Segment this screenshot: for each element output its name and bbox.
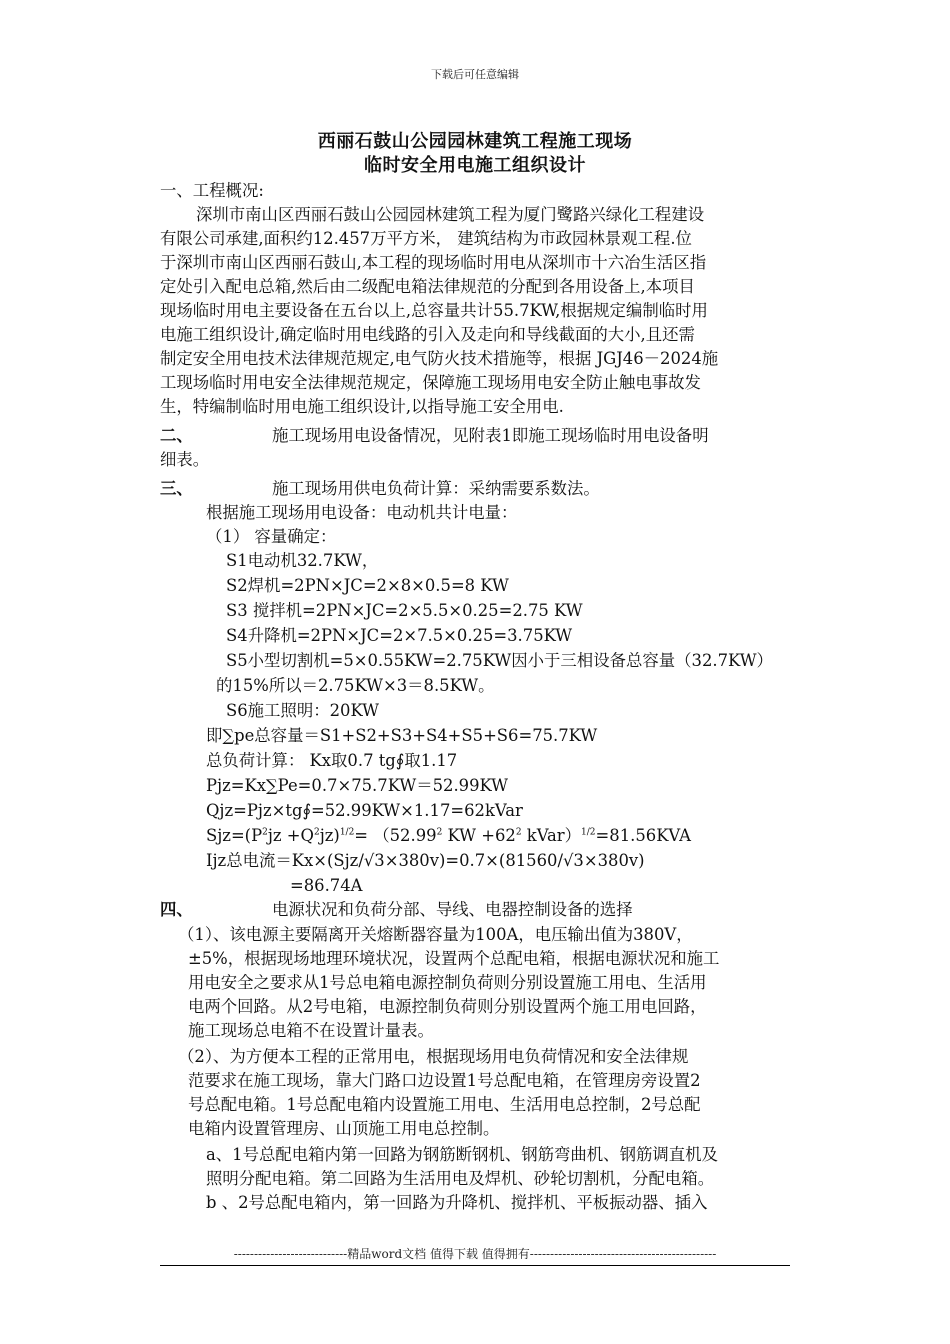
body-text-line: 电箱内设置管理房、山顶施工用电总控制。 [188,1119,500,1138]
formula-part: Sjz=(P [206,826,263,845]
body-text-line: 于深圳市南山区西丽石鼓山,本工程的现场临时用电从深圳市十六冶生活区指 [160,253,707,272]
body-text-line: 总负荷计算： Kx取0.7 tg∮取1.17 [206,751,458,770]
body-text-line: Pjz=Kx∑Pe=0.7×75.7KW＝52.99KW [206,776,509,795]
header-note: 下载后可任意编辑 [431,68,519,81]
body-text-line: ±5%，根据现场地理环境状况，设置两个总配电箱，根据电源状况和施工 [188,949,720,968]
body-text-line: 施工现场总电箱不在设置计量表。 [188,1021,434,1040]
body-text-line: （1） 容量确定： [206,527,337,546]
body-text-line: 电源状况和负荷分部、导线、电器控制设备的选择 [272,900,633,919]
body-text-line: 一、工程概况: [160,181,264,200]
formula-exponent: 2 [515,827,522,838]
body-text-line: 照明分配电箱。第二回路为生活用电及焊机、砂轮切割机，分配电箱。 [206,1169,715,1188]
body-text-line: Ijz总电流＝Kx×(Sjz/√3×380v)=0.7×(81560/√3×380v) [206,851,645,870]
formula-part: = （52.99 [354,826,437,845]
body-text-line: 深圳市南山区西丽石鼓山公园园林建筑工程为厦门鹭路兴绿化工程建设 [196,205,705,224]
body-text-line: 用电安全之要求从1号总电箱电源控制负荷则分别设置施工用电、生活用 [188,973,707,992]
body-text-line: 根据施工现场用电设备：电动机共计电量： [206,503,518,522]
body-text-line: S6施工照明：20KW [226,701,379,720]
formula-part: kVar） [521,826,582,845]
footer-note: ----------------------------精品word文档 值得下载 值得拥有---------------------------------------------- [233,1247,717,1261]
formula-part: KW +62 [442,826,516,845]
body-text-line: S2焊机=2PN×JC=2×8×0.5=8 KW [226,576,509,595]
body-text-line: 二、 [160,426,193,445]
body-text-line: 范要求在施工现场，靠大门路口边设置1号总配电箱，在管理房旁设置2 [188,1071,701,1090]
formula-part: jz) [319,826,340,845]
body-text-line: 施工现场用供电负荷计算：采纳需要系数法。 [272,479,600,498]
body-text-line: 的15%所以＝2.75KW×3＝8.5KW。 [216,676,495,695]
body-text-line: S3 搅拌机=2PN×JC=2×5.5×0.25=2.75 KW [226,601,583,620]
body-text-line: 四、 [160,900,193,919]
body-text-line: （2）、为方便本工程的正常用电，根据现场用电负荷情况和安全法律规 [178,1047,689,1066]
body-text-line: b 、2号总配电箱内，第一回路为升降机、搅拌机、平板振动器、插入 [206,1193,708,1212]
formula-part: jz +Q [267,826,314,845]
sjz-formula-line [206,826,691,846]
body-text-line: 现场临时用电主要设备在五台以上,总容量共计55.7KW,根据规定编制临时用 [160,301,708,320]
body-text-line: （1）、该电源主要隔离开关熔断器容量为100A，电压输出值为380V， [178,925,693,944]
formula-exponent: 1/2 [581,827,596,838]
body-text-line: =86.74A [290,876,363,895]
body-text-line: 施工现场用电设备情况，见附表1即施工现场临时用电设备明 [272,426,709,445]
body-text-line: Qjz=Pjz×tg∮=52.99KW×1.17=62kVar [206,801,523,820]
formula-part: =81.56KVA [595,826,691,845]
body-text-line: S5小型切割机=5×0.55KW=2.75KW因小于三相设备总容量（32.7KW） [226,651,773,670]
body-text-line: 细表。 [160,450,210,469]
document-title-line1: 西丽石鼓山公园园林建筑工程施工现场 [317,131,633,152]
body-text-line: 定处引入配电总箱,然后由二级配电箱法律规范的分配到各用设备上,本项目 [160,277,695,296]
body-text-line: 电两个回路。从2号电箱，电源控制负荷则分别设置两个施工用电回路， [188,997,707,1016]
body-text-line: 电施工组织设计,确定临时用电线路的引入及走向和导线截面的大小,且还需 [160,325,695,344]
body-text-line: 即∑pe总容量＝S1+S2+S3+S4+S5+S6=75.7KW [206,726,598,745]
document-title-line2: 临时安全用电施工组织设计 [364,155,586,176]
formula-exponent: 1/2 [339,827,355,838]
formula-exponent: 2 [436,827,443,838]
body-text-line: 三、 [160,479,193,498]
body-text-line: a、1号总配电箱内第一回路为钢筋断钢机、钢筋弯曲机、钢筋调直机及 [206,1145,718,1164]
body-text-line: 生，特编制临时用电施工组织设计,以指导施工安全用电. [160,397,564,416]
body-text-line: 制定安全用电技术法律规范规定,电气防火技术措施等，根据 JGJ46－2024施 [160,349,719,368]
body-text-line: 号总配电箱。1号总配电箱内设置施工用电、生活用电总控制，2号总配 [188,1095,701,1114]
footer-divider [160,1265,790,1266]
body-text-line: 有限公司承建,面积约12.457万平方米， 建筑结构为市政园林景观工程.位 [160,229,692,248]
formula-exponent: 2 [262,827,268,838]
body-text-line: S1电动机32.7KW， [226,551,379,570]
formula-exponent: 2 [313,827,320,838]
body-text-line: S4升降机=2PN×JC=2×7.5×0.25=3.75KW [226,626,573,645]
body-text-line: 工现场临时用电安全法律规范规定，保障施工现场用电安全防止触电事故发 [160,373,701,392]
